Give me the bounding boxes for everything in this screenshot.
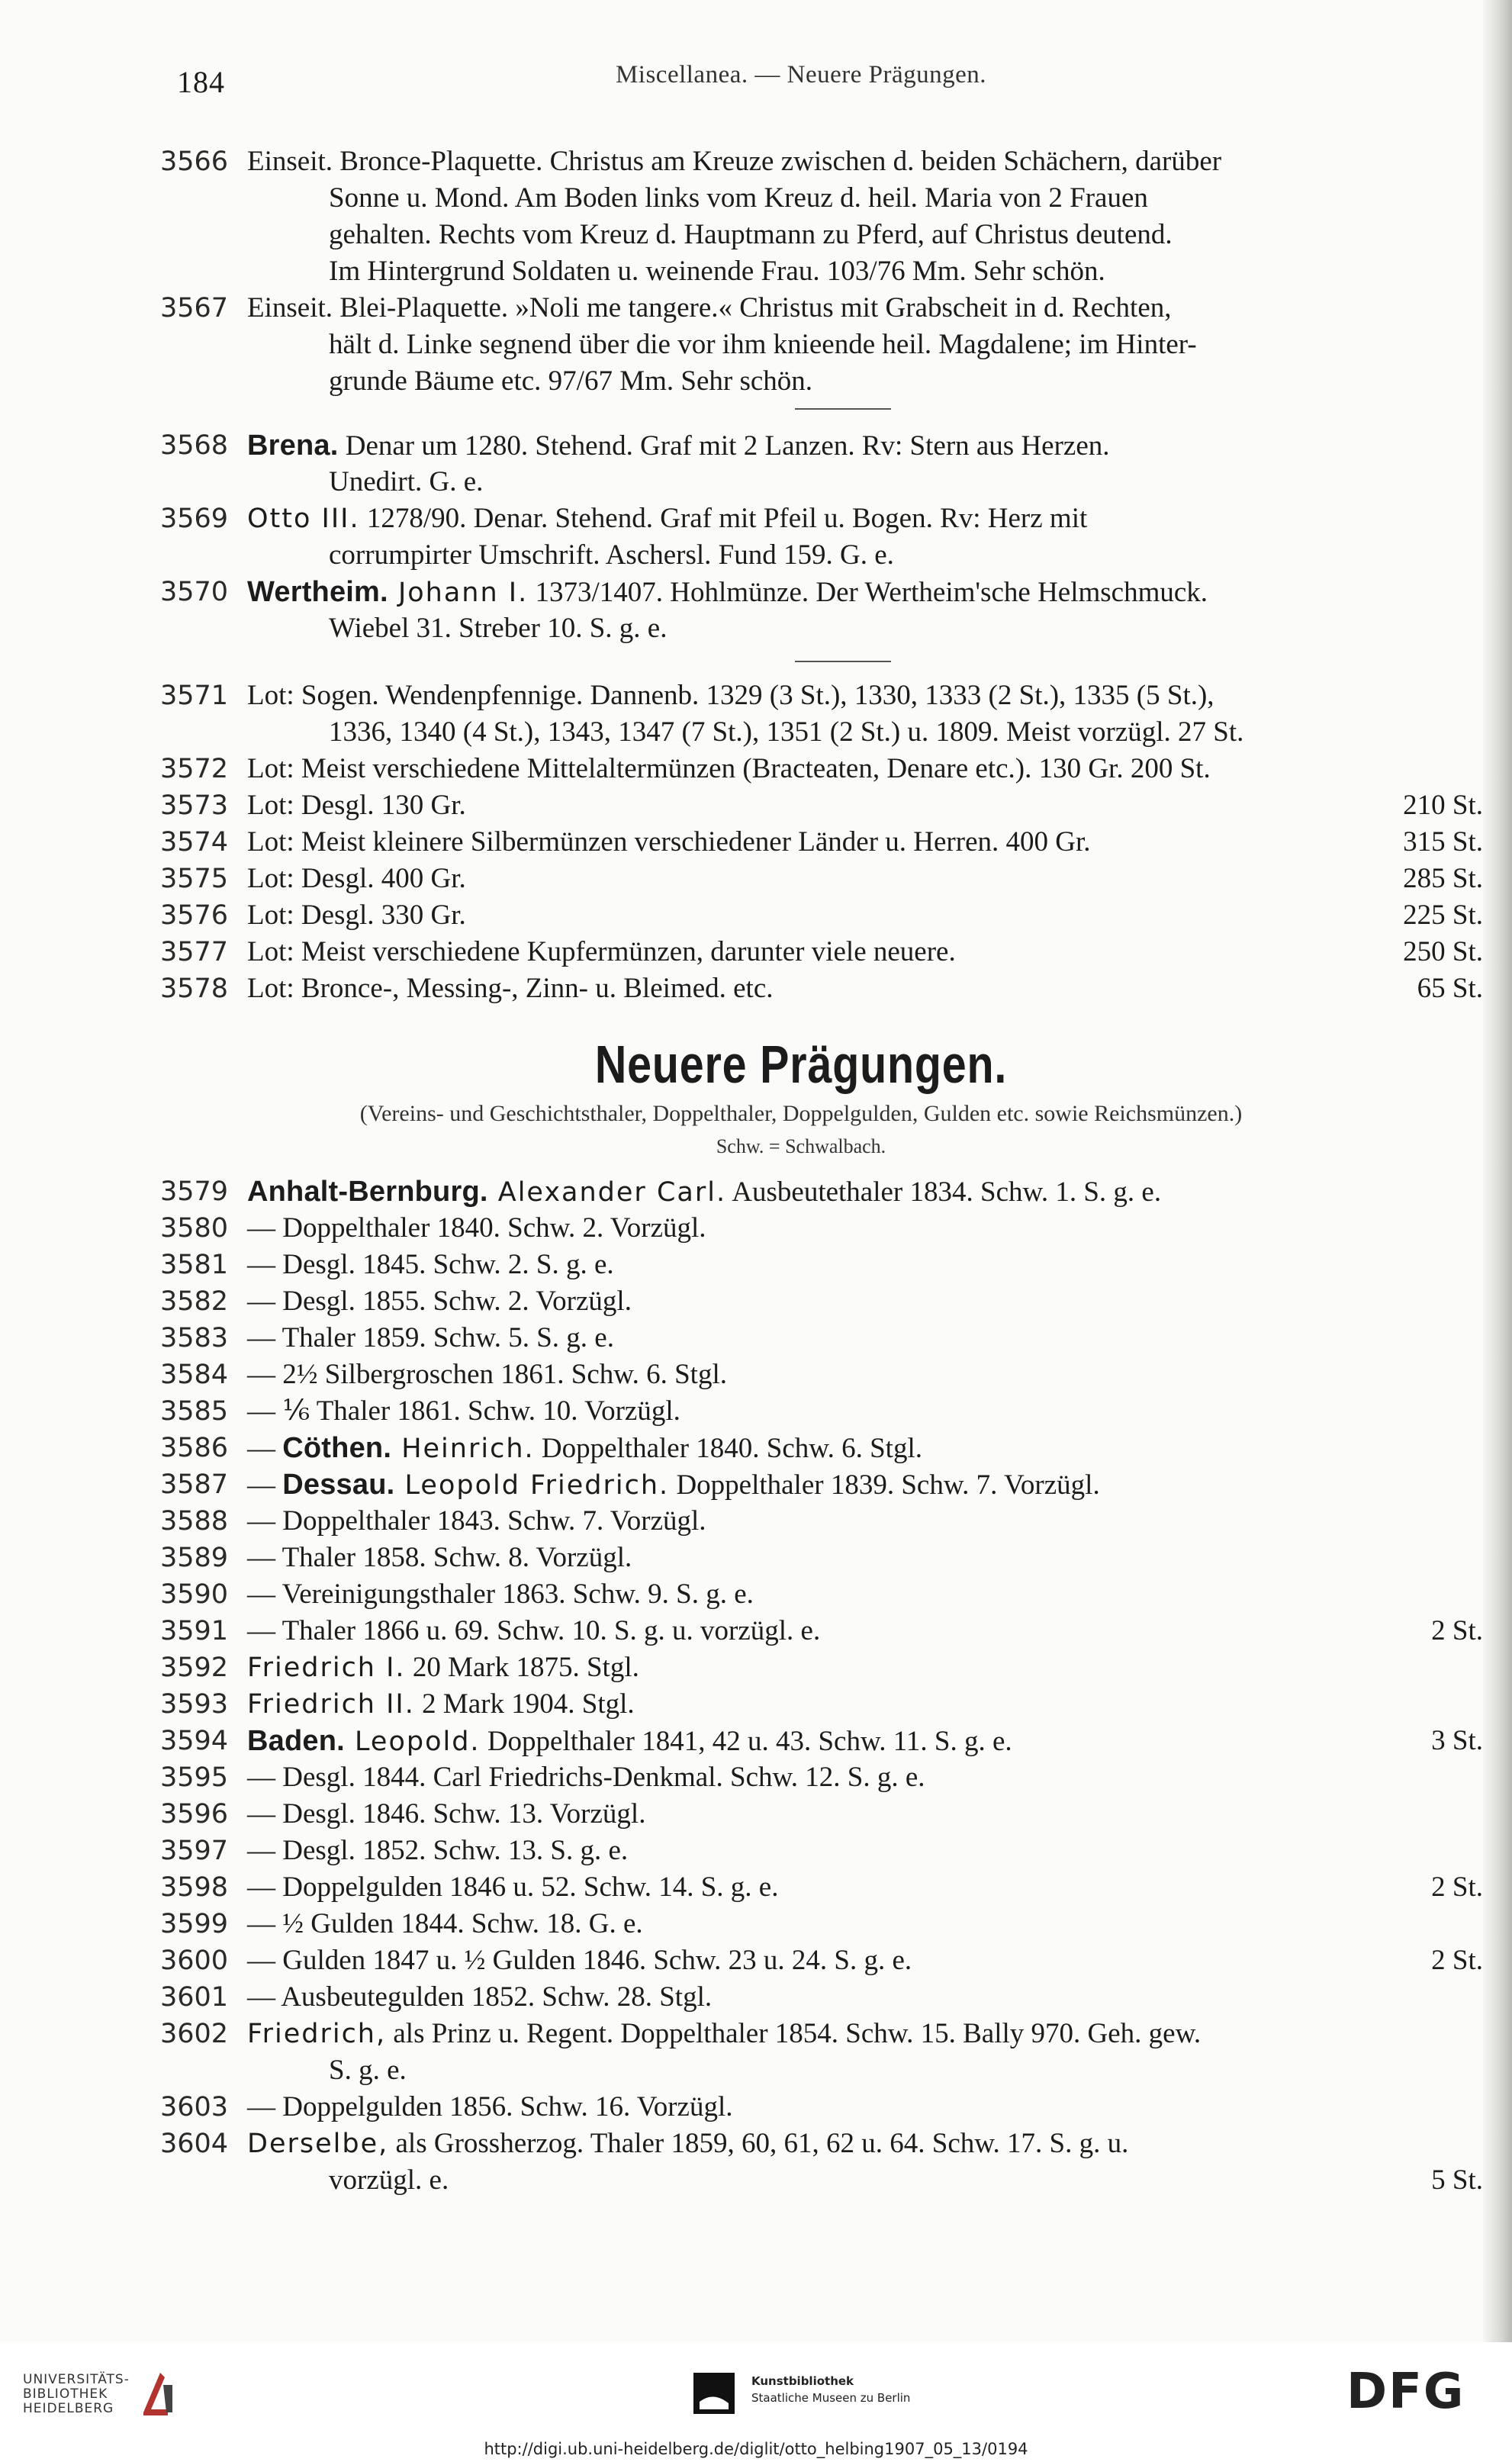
lot-number: 3591 — [160, 1616, 229, 1646]
ruler-keyword: Heinrich. — [391, 1434, 535, 1464]
entry-text: Wiebel 31. Streber 10. S. g. e. — [329, 613, 668, 644]
entry-line — [247, 1649, 1483, 1686]
page-header — [0, 61, 1512, 107]
entry-text: Doppelthaler 1839. Schw. 7. Vorzügl. — [669, 1469, 1100, 1501]
entry-text: Lot: Meist verschiedene Kupfermünzen, darunter viele neuere. — [247, 936, 956, 967]
lot-number: 3575 — [160, 864, 229, 894]
entry-description — [247, 1320, 1483, 1357]
entry-line — [247, 143, 1483, 180]
entry-text: — Vereinigungsthaler 1863. Schw. 9. S. g. e. — [247, 1579, 754, 1610]
uni-logo-line: UNIVERSITÄTS- — [23, 2372, 130, 2387]
quantity: 65 St. — [1417, 973, 1483, 1004]
lot-number: 3570 — [160, 577, 229, 607]
quantity: 2 St. — [1431, 1871, 1483, 1903]
lot-number: 3597 — [160, 1836, 229, 1866]
lot-number: 3578 — [160, 974, 229, 1004]
lot-number: 3603 — [160, 2092, 229, 2122]
entry-description — [247, 1357, 1483, 1393]
section-subtitle: (Vereins- und Geschichtsthaler, Doppelthaler, Doppelgulden, Gulden etc. sowie Reichsmünzen.) — [359, 1101, 1243, 1126]
entry-description — [247, 1576, 1483, 1613]
entry-text: S. g. e. — [329, 2055, 407, 2086]
entry-text: Denar um 1280. Stehend. Graf mit 2 Lanzen. Rv: Stern aus Herzen. — [338, 430, 1110, 462]
lot-number: 3600 — [160, 1945, 229, 1976]
footer — [0, 2342, 1512, 2462]
lot-number: 3594 — [160, 1726, 229, 1756]
lot-number: 3586 — [160, 1433, 229, 1463]
lot-number: 3567 — [160, 293, 229, 323]
entry-line — [247, 2052, 1483, 2089]
entry-line — [247, 970, 1483, 1007]
entry-text: als Prinz u. Regent. Doppelthaler 1854. Schw. 15. Bally 970. Geh. gew. — [386, 2018, 1202, 2049]
entry-text: Doppelthaler 1841, 42 u. 43. Schw. 11. S. g. e. — [480, 1726, 1012, 1757]
entry-line — [247, 1942, 1483, 1979]
entry-line — [247, 824, 1483, 861]
source-url-link[interactable]: http://digi.ub.uni-heidelberg.de/diglit/otto_helbing1907_05_13/0194 — [484, 2440, 1028, 2458]
uni-logo-line: BIBLIOTHEK — [23, 2386, 108, 2402]
entry-line — [247, 1320, 1483, 1357]
entry-text: Sonne u. Mond. Am Boden links vom Kreuz d. heil. Maria von 2 Frauen — [329, 182, 1148, 214]
entry-line — [247, 1173, 1483, 1210]
ruler-keyword: Johann I. — [388, 578, 529, 608]
entry-text: 1278/90. Denar. Stehend. Graf mit Pfeil u. Bogen. Rv: Herz mit — [359, 503, 1088, 534]
place-keyword: Brena. — [247, 430, 339, 462]
lot-number: 3601 — [160, 1982, 229, 2013]
lot-number: 3583 — [160, 1323, 229, 1353]
entry-line — [247, 1283, 1483, 1320]
entry-description — [247, 1942, 1483, 1979]
lot-number: 3571 — [160, 681, 229, 711]
entry-line — [247, 1393, 1483, 1430]
lot-number: 3573 — [160, 790, 229, 821]
entry-line — [247, 1796, 1483, 1833]
entry-description — [247, 1430, 1483, 1466]
entry-text: — Desgl. 1845. Schw. 2. S. g. e. — [247, 1249, 614, 1280]
lot-number: 3580 — [160, 1213, 229, 1244]
entry-description — [247, 1173, 1483, 1210]
entry-text: Ausbeutethaler 1834. Schw. 1. S. g. e. — [726, 1176, 1162, 1208]
entry-text: Lot: Meist verschiedene Mittelaltermünzen (Bracteaten, Denare etc.). 130 Gr. 200 St. — [247, 753, 1211, 784]
entry-description — [247, 1796, 1483, 1833]
entry-line — [247, 1833, 1483, 1869]
quantity: 315 St. — [1403, 826, 1483, 858]
lot-number: 3574 — [160, 827, 229, 858]
entry-text: als Grossherzog. Thaler 1859, 60, 61, 62 u. 64. Schw. 17. S. g. u. — [388, 2128, 1129, 2159]
entry-description — [247, 751, 1483, 787]
ruler-keyword: Friedrich I. — [247, 1653, 406, 1683]
entry-text: 1336, 1340 (4 St.), 1343, 1347 (7 St.), 1351 (2 St.) u. 1809. Meist vorzügl. 27 St. — [329, 716, 1244, 748]
entry-description — [247, 934, 1483, 970]
running-title: Miscellanea. — Neuere Prägungen. — [615, 61, 987, 89]
entry-text: Lot: Sogen. Wendenpfennige. Dannenb. 1329 (3 St.), 1330, 1333 (2 St.), 1335 (5 St.), — [247, 680, 1214, 711]
entry-text: grunde Bäume etc. 97/67 Mm. Sehr schön. — [329, 365, 813, 397]
entry-text: — Doppelgulden 1846 u. 52. Schw. 14. S. g. e. — [247, 1871, 779, 1903]
quantity: 3 St. — [1431, 1725, 1483, 1756]
entry-description — [247, 1466, 1483, 1503]
entry-line — [247, 1723, 1483, 1759]
separator-rule — [795, 661, 891, 662]
entry-line — [247, 217, 1483, 253]
place-keyword: Wertheim. — [247, 576, 388, 608]
entry-description — [247, 1979, 1483, 2016]
entry-description — [247, 1613, 1483, 1649]
entry-text: — Thaler 1859. Schw. 5. S. g. e. — [247, 1322, 614, 1353]
lot-number: 3602 — [160, 2019, 229, 2049]
entry-description — [247, 2016, 1483, 2089]
entry-line — [247, 1613, 1483, 1649]
entry-line — [247, 1466, 1483, 1503]
entry-description — [247, 970, 1483, 1007]
entry-text: — Desgl. 1855. Schw. 2. Vorzügl. — [247, 1286, 632, 1317]
entry-text: — ⅙ Thaler 1861. Schw. 10. Vorzügl. — [247, 1395, 680, 1427]
section-title: Neuere Prägungen. — [594, 1035, 1008, 1094]
entry-text: Lot: Bronce-, Messing-, Zinn- u. Bleimed. etc. — [247, 973, 774, 1004]
entry-description — [247, 574, 1483, 647]
lot-number: 3587 — [160, 1469, 229, 1500]
lot-number: 3579 — [160, 1176, 229, 1207]
entry-text: gehalten. Rechts vom Kreuz d. Hauptmann zu Pferd, auf Christus deutend. — [329, 219, 1173, 250]
entry-description — [247, 1759, 1483, 1796]
entry-text: — Thaler 1858. Schw. 8. Vorzügl. — [247, 1542, 632, 1573]
entry-description — [247, 1723, 1483, 1759]
lot-number: 3569 — [160, 504, 229, 534]
entry-line — [247, 1869, 1483, 1906]
entry-text: — Doppelthaler 1840. Schw. 2. Vorzügl. — [247, 1212, 706, 1244]
entry-line — [247, 327, 1483, 363]
entry-text: — Desgl. 1844. Carl Friedrichs-Denkmal. Schw. 12. S. g. e. — [247, 1762, 925, 1793]
entry-description — [247, 787, 1483, 824]
quantity: 210 St. — [1403, 790, 1483, 821]
entry-line — [247, 610, 1483, 647]
lot-number: 3588 — [160, 1506, 229, 1537]
entry-line — [247, 290, 1483, 327]
entry-line — [247, 1979, 1483, 2016]
lot-number: 3584 — [160, 1360, 229, 1390]
entry-line — [247, 574, 1483, 610]
entry-line — [247, 714, 1483, 751]
entry-text: Lot: Desgl. 330 Gr. — [247, 900, 466, 931]
entry-line — [247, 787, 1483, 824]
entry-line — [247, 1247, 1483, 1283]
lot-number: 3590 — [160, 1579, 229, 1610]
entry-line — [247, 537, 1483, 574]
dfg-logo[interactable]: DFG — [1346, 2364, 1465, 2420]
entry-line — [247, 427, 1483, 464]
quantity: 285 St. — [1403, 863, 1483, 894]
entry-line — [247, 180, 1483, 217]
ruler-keyword: Derselbe, — [247, 2129, 389, 2159]
lot-number: 3592 — [160, 1653, 229, 1683]
page-edge — [1483, 0, 1512, 2342]
quantity: 5 St. — [1431, 2164, 1483, 2196]
entry-description — [247, 1247, 1483, 1283]
lot-number: 3568 — [160, 430, 229, 461]
section-note: Schw. = Schwalbach. — [716, 1135, 886, 1157]
entry-description — [247, 677, 1483, 751]
entry-line — [247, 500, 1483, 537]
lot-number: 3585 — [160, 1396, 229, 1427]
entry-description — [247, 143, 1483, 290]
lot-number: 3576 — [160, 900, 229, 931]
entry-description — [247, 1649, 1483, 1686]
entry-line — [247, 2162, 1483, 2199]
entry-text: — 2½ Silbergroschen 1861. Schw. 6. Stgl. — [247, 1359, 727, 1390]
ruler-keyword: Friedrich, — [247, 2019, 387, 2049]
entry-description — [247, 824, 1483, 861]
entry-text: hält d. Linke segnend über die vor ihm knieende heil. Magdalene; im Hinter- — [329, 329, 1197, 360]
entry-line — [247, 363, 1483, 400]
kunstbibliothek-logo-icon[interactable] — [690, 2370, 738, 2417]
entry-text: Unedirt. G. e. — [329, 466, 484, 497]
entry-line — [247, 2089, 1483, 2126]
uni-logo-line: HEIDELBERG — [23, 2401, 114, 2416]
entry-text: Einseit. Blei-Plaquette. »Noli me tangere.« Christus mit Grabscheit in d. Rechten, — [247, 292, 1172, 323]
entry-line — [247, 1357, 1483, 1393]
dash-prefix: — — [247, 1469, 283, 1501]
entry-text: Lot: Desgl. 400 Gr. — [247, 863, 466, 894]
lot-number: 3589 — [160, 1543, 229, 1573]
entry-text: Einseit. Bronce-Plaquette. Christus am Kreuze zwischen d. beiden Schächern, darüber — [247, 146, 1222, 177]
lot-number: 3581 — [160, 1250, 229, 1280]
lot-number: 3582 — [160, 1286, 229, 1317]
entry-description — [247, 1540, 1483, 1576]
entry-text: Lot: Desgl. 130 Gr. — [247, 790, 466, 821]
entry-line — [247, 861, 1483, 897]
page-number: 184 — [177, 65, 225, 99]
kunstbibliothek-label — [751, 2373, 910, 2406]
entry-description — [247, 1686, 1483, 1723]
entry-description — [247, 427, 1483, 500]
lot-number: 3595 — [160, 1762, 229, 1793]
entry-line — [247, 1210, 1483, 1247]
place-keyword: Baden. — [247, 1725, 345, 1757]
entry-description — [247, 1906, 1483, 1942]
entry-line — [247, 1430, 1483, 1466]
university-library-logo[interactable] — [23, 2373, 130, 2416]
entry-text: corrumpirter Umschrift. Aschersl. Fund 159. G. e. — [329, 539, 894, 571]
entry-description — [247, 861, 1483, 897]
entry-line — [247, 1759, 1483, 1796]
dash-prefix: — — [247, 1433, 283, 1464]
entry-description — [247, 500, 1483, 574]
quantity: 2 St. — [1431, 1945, 1483, 1976]
entry-text: — Thaler 1866 u. 69. Schw. 10. S. g. u. vorzügl. e. — [247, 1615, 821, 1646]
quantity: 225 St. — [1403, 900, 1483, 931]
entry-description — [247, 1283, 1483, 1320]
entry-line — [247, 464, 1483, 500]
entry-text: 20 Mark 1875. Stgl. — [405, 1652, 639, 1683]
entry-line — [247, 1540, 1483, 1576]
kb-title: Kunstbibliothek — [751, 2374, 854, 2388]
entry-text: — Doppelgulden 1856. Schw. 16. Vorzügl. — [247, 2091, 733, 2122]
university-emblem-icon — [137, 2367, 183, 2422]
entry-description — [247, 1869, 1483, 1906]
entry-text: Doppelthaler 1840. Schw. 6. Stgl. — [534, 1433, 922, 1464]
entry-line — [247, 1503, 1483, 1540]
entry-text: vorzügl. e. — [329, 2164, 449, 2196]
lot-number: 3598 — [160, 1872, 229, 1903]
ruler-keyword: Otto III. — [247, 504, 360, 534]
place-keyword: Anhalt-Bernburg. — [247, 1176, 488, 1208]
lot-number: 3599 — [160, 1909, 229, 1939]
lot-number: 3604 — [160, 2129, 229, 2159]
quantity: 2 St. — [1431, 1615, 1483, 1646]
lot-number: 3593 — [160, 1689, 229, 1720]
entry-text: — Desgl. 1846. Schw. 13. Vorzügl. — [247, 1798, 646, 1830]
entry-text: 2 Mark 1904. Stgl. — [414, 1688, 635, 1720]
entry-description — [247, 1833, 1483, 1869]
entry-text: Lot: Meist kleinere Silbermünzen verschiedener Länder u. Herren. 400 Gr. — [247, 826, 1091, 858]
separator-rule — [795, 408, 891, 410]
place-keyword: Dessau. — [282, 1469, 395, 1501]
entry-description — [247, 1210, 1483, 1247]
lot-number: 3566 — [160, 146, 229, 177]
entry-line — [247, 934, 1483, 970]
entry-line — [247, 2016, 1483, 2052]
ruler-keyword: Leopold. — [344, 1727, 481, 1757]
lot-number: 3577 — [160, 937, 229, 967]
place-keyword: Cöthen. — [282, 1432, 392, 1464]
entry-line — [247, 897, 1483, 934]
entry-description — [247, 2126, 1483, 2199]
entry-line — [247, 253, 1483, 290]
entry-description — [247, 1503, 1483, 1540]
entry-line — [247, 1906, 1483, 1942]
lot-number: 3572 — [160, 754, 229, 784]
ruler-keyword: Leopold Friedrich. — [394, 1470, 670, 1501]
entry-text: 1373/1407. Hohlmünze. Der Wertheim'sche Helmschmuck. — [528, 577, 1208, 608]
entry-line — [247, 1686, 1483, 1723]
quantity: 250 St. — [1403, 936, 1483, 967]
entry-description — [247, 2089, 1483, 2126]
entry-line — [247, 2126, 1483, 2162]
entry-text: Im Hintergrund Soldaten u. weinende Frau. 103/76 Mm. Sehr schön. — [329, 256, 1105, 287]
entry-text: — Doppelthaler 1843. Schw. 7. Vorzügl. — [247, 1505, 706, 1537]
entry-line — [247, 677, 1483, 714]
entry-text: — Ausbeutegulden 1852. Schw. 28. Stgl. — [247, 1981, 713, 2013]
kb-subtitle: Staatliche Museen zu Berlin — [751, 2391, 911, 2405]
entry-description — [247, 290, 1483, 400]
entry-description — [247, 1393, 1483, 1430]
ruler-keyword: Alexander Carl. — [487, 1177, 727, 1208]
lot-number: 3596 — [160, 1799, 229, 1830]
entry-text: — ½ Gulden 1844. Schw. 18. G. e. — [247, 1908, 643, 1939]
entry-text: — Gulden 1847 u. ½ Gulden 1846. Schw. 23 u. 24. S. g. e. — [247, 1945, 912, 1976]
entry-text: — Desgl. 1852. Schw. 13. S. g. e. — [247, 1835, 629, 1866]
entry-description — [247, 897, 1483, 934]
entry-line — [247, 1576, 1483, 1613]
ruler-keyword: Friedrich II. — [247, 1689, 415, 1720]
entry-line — [247, 751, 1483, 787]
